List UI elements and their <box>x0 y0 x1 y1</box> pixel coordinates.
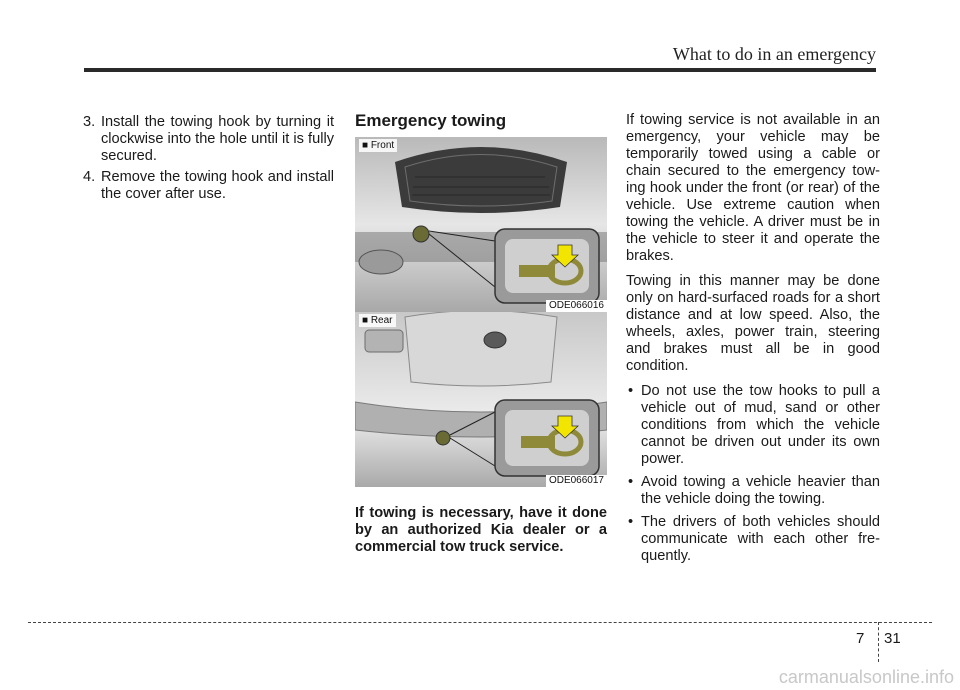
rear-bumper-illustration <box>355 312 607 487</box>
bullet-item <box>626 383 880 468</box>
paragraph: If towing service is not available in an emergency, your vehicle may be temporarily towed using a cable or chain secured to the emergency tow-ing hook under the front (or rear) of the vehicle. Use extreme caution when towing the vehicle. A driver must be in the vehicle to steer it and operate the brakes. <box>626 112 880 264</box>
figure-code: ODE066017 <box>546 475 607 487</box>
bullet-text: Do not use the tow hooks to pull a vehicle out of mud, sand or other conditions from which the vehicle cannot be driven out under its own power. <box>641 383 880 467</box>
watermark: carmanualsonline.info <box>778 667 954 687</box>
figure-caption: ■ Front <box>359 139 397 152</box>
bullet-icon: • <box>628 383 634 399</box>
towing-note: If towing is necessary, have it done by an authorized Kia dealer or a commercial tow truck service. <box>355 505 607 555</box>
paragraph: Towing in this manner may be done only on hard-surfaced roads for a short distance and at low speed. Also, the wheels, axles, power train, steering and brakes must all be in good condition. <box>626 273 880 374</box>
header-rule <box>84 68 876 72</box>
step-number: 4. <box>83 169 96 185</box>
step-4 <box>80 169 334 203</box>
bullet-item <box>626 474 880 508</box>
figure-code: ODE066016 <box>546 300 607 312</box>
bullet-icon: • <box>628 514 634 530</box>
bullet-text: The drivers of both vehicles should communicate with each other fre-quently. <box>641 514 880 564</box>
bullet-text: Avoid towing a vehicle heavier than the vehicle doing the towing. <box>641 474 880 507</box>
middle-column <box>355 112 607 556</box>
bullet-icon: • <box>628 474 634 490</box>
page-header-title: What to do in an emergency <box>672 44 876 64</box>
page-divider <box>878 622 879 662</box>
front-figure <box>355 137 607 312</box>
step-number: 3. <box>83 114 96 130</box>
step-3 <box>80 114 334 165</box>
right-column <box>626 112 880 571</box>
front-bumper-illustration <box>355 137 607 312</box>
footer-rule <box>28 622 932 623</box>
section-title: Emergency towing <box>355 111 507 130</box>
figure-caption: ■ Rear <box>359 314 396 327</box>
page-number: 31 <box>884 630 901 647</box>
left-column <box>80 114 334 207</box>
rear-figure <box>355 312 607 487</box>
step-text: Install the towing hook by turning it clockwise into the hole until it is fully secured. <box>101 114 334 164</box>
bullet-item <box>626 514 880 565</box>
chapter-number: 7 <box>856 630 865 647</box>
step-text: Remove the towing hook and install the cover after use. <box>101 169 334 202</box>
